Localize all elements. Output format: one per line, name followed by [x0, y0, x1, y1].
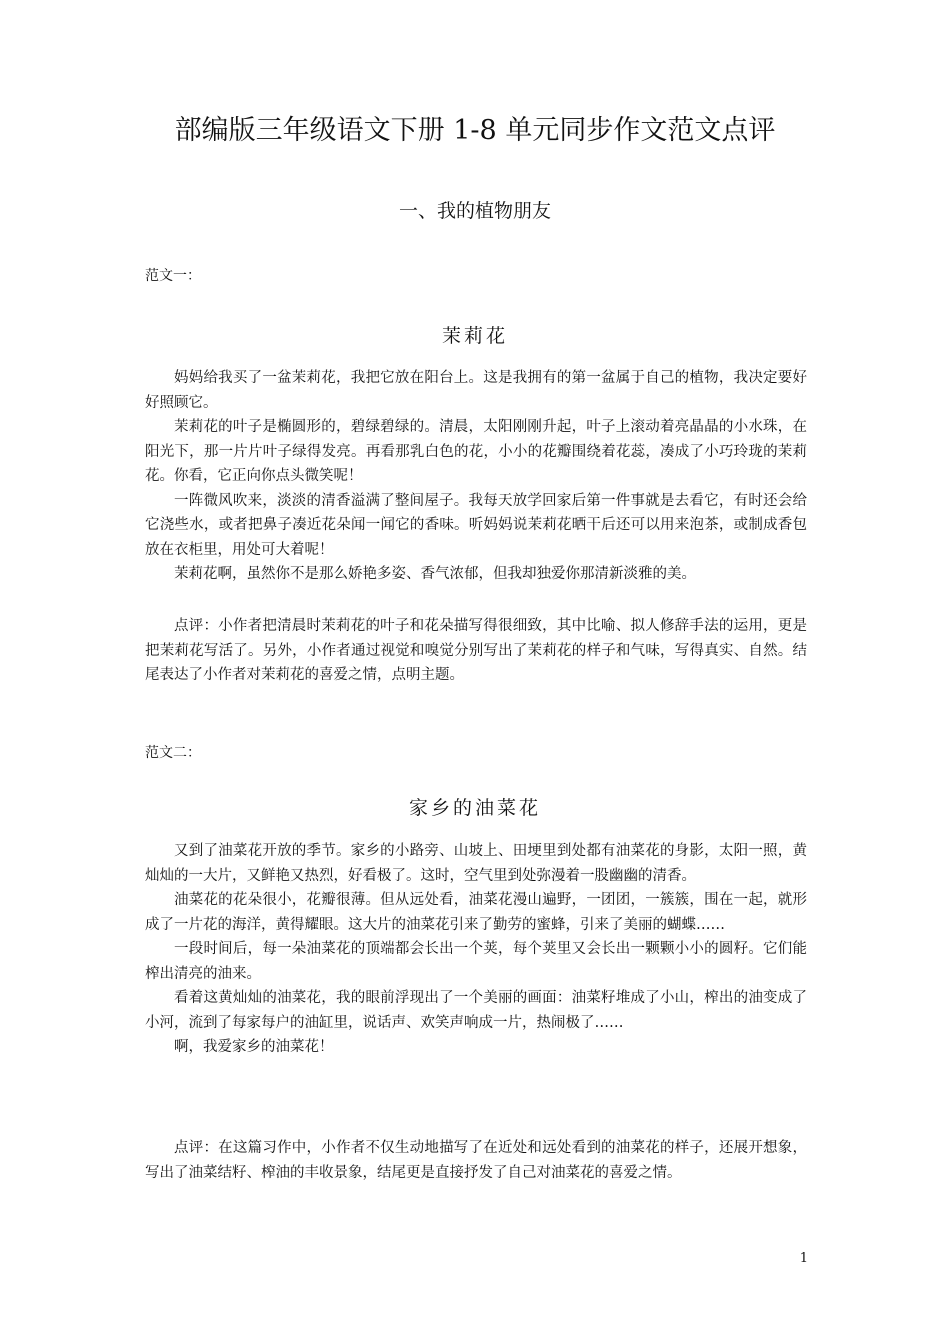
essay-paragraph: 茉莉花的叶子是椭圆形的，碧绿碧绿的。清晨，太阳刚刚升起，叶子上滚动着亮晶晶的小水珠，在阳光下，那一片片叶子绿得发亮。再看那乳白色的花，小小的花瓣围绕着花蕊，凑成了小巧玲珑的茉莉花。你看，它正向你点头微笑呢！ — [145, 419, 807, 484]
section-heading: 一、我的植物朋友 — [398, 200, 551, 222]
essay-comment — [145, 1136, 807, 1185]
essay-comment — [145, 614, 807, 688]
document-title: 部编版三年级语文下册 1-8 单元同步作文范文点评 — [174, 115, 776, 146]
essay-paragraph: 啊，我爱家乡的油菜花！ — [174, 1039, 334, 1055]
essay-paragraph: 看着这黄灿灿的油菜花，我的眼前浮现出了一个美丽的画面：油菜籽堆成了小山，榨出的油变成了小河，流到了每家每户的油缸里，说话声、欢笑声响成一片，热闹极了…… — [145, 990, 807, 1031]
essay-paragraph: 茉莉花啊，虽然你不是那么娇艳多姿、香气浓郁，但我却独爱你那清新淡雅的美。 — [174, 566, 696, 582]
comment-text: 点评：在这篇习作中，小作者不仅生动地描写了在近处和远处看到的油菜花的样子，还展开想象，写出了油菜结籽、榨油的丰收景象，结尾更是直接抒发了自己对油菜花的喜爱之情。 — [145, 1140, 807, 1181]
essay-paragraph: 油菜花的花朵很小，花瓣很薄。但从远处看，油菜花漫山遍野，一团团，一簇簇，围在一起，就形成了一片花的海洋，黄得耀眼。这大片的油菜花引来了勤劳的蜜蜂，引来了美丽的蝴蝶…… — [145, 892, 807, 933]
essay-paragraph: 一段时间后，每一朵油菜花的顶端都会长出一个荚，每个荚里又会长出一颗颗小小的圆籽。它们能榨出清亮的油来。 — [145, 941, 807, 982]
essay-title: 家乡的油菜花 — [408, 797, 541, 819]
comment-text: 点评：小作者把清晨时茉莉花的叶子和花朵描写得很细致，其中比喻、拟人修辞手法的运用，更是把茉莉花写活了。另外，小作者通过视觉和嗅觉分别写出了茉莉花的样子和气味，写得真实、自然。结尾表达了小作者对茉莉花的喜爱之情，点明主题。 — [145, 618, 807, 683]
page-number: 1 — [799, 1251, 808, 1266]
essay-label: 范文一： — [145, 268, 201, 284]
essay-paragraph: 妈妈给我买了一盆茉莉花，我把它放在阳台上。这是我拥有的第一盆属于自己的植物，我决定要好好照顾它。 — [145, 370, 807, 411]
essay-body — [145, 839, 807, 1060]
essay-title: 茉莉花 — [441, 325, 508, 347]
essay-body — [145, 366, 807, 587]
essay-label: 范文二： — [145, 745, 201, 761]
essay-paragraph: 又到了油菜花开放的季节。家乡的小路旁、山坡上、田埂里到处都有油菜花的身影，太阳一照，黄灿灿的一大片，又鲜艳又热烈，好看极了。这时，空气里到处弥漫着一股幽幽的清香。 — [145, 843, 807, 884]
essay-paragraph: 一阵微风吹来，淡淡的清香溢满了整间屋子。我每天放学回家后第一件事就是去看它，有时还会给它浇些水，或者把鼻子凑近花朵闻一闻它的香味。听妈妈说茉莉花晒干后还可以用来泡茶，或制成香包放在衣柜里，用处可大着呢！ — [145, 492, 807, 558]
